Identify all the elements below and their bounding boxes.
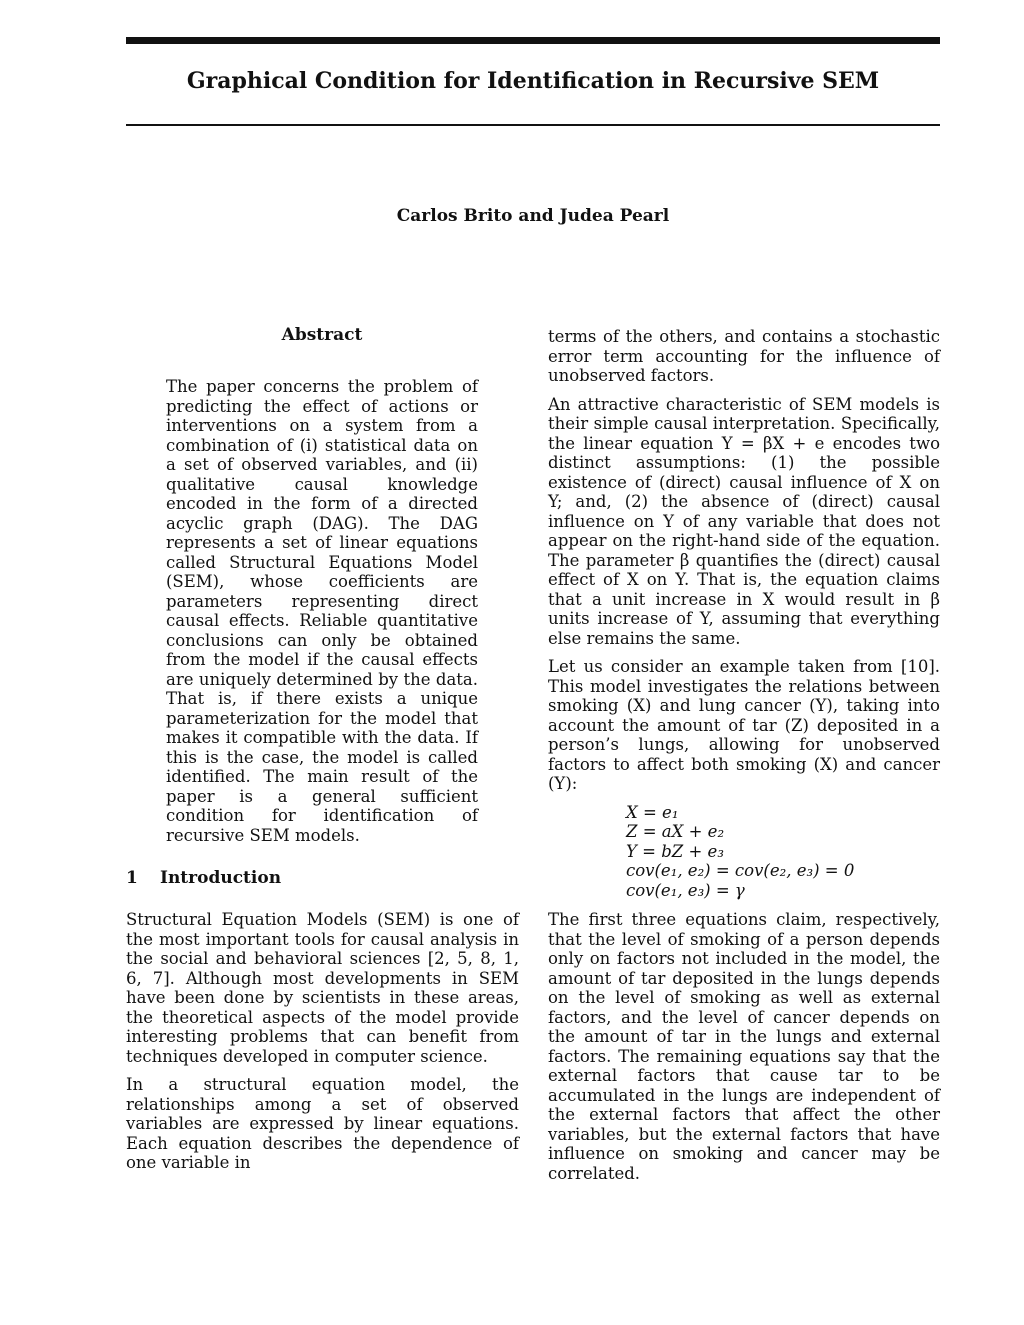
abstract-heading: Abstract	[281, 325, 363, 345]
equation-line: cov(e₁, e₃) = γ	[626, 880, 745, 900]
title-bottom-rule	[126, 124, 940, 126]
abstract-body	[166, 377, 478, 854]
equation-block	[626, 803, 940, 901]
intro-paragraph-1: Structural Equation Models (SEM) is one of the most important tools for causal analysis in the social and behavioral sciences [2, 5, 8, 1, 6, 7]. Although most developments in SEM have been done by scientists in these areas, the theoretical aspects of the model provide interesting problems that can benefit from techniques developed in computer science.	[126, 910, 519, 1066]
paper-authors: Carlos Brito and Judea Pearl	[396, 206, 670, 226]
equation-line: cov(e₁, e₂) = cov(e₂, e₃) = 0	[626, 861, 855, 880]
right-paragraph-1: terms of the others, and contains a stochastic error term accounting for the influence of unobserved factors.	[548, 327, 940, 385]
right-paragraph-3: Let us consider an example taken from [10]. This model investigates the relations between smoking (X) and lung cancer (Y), taking into account the amount of tar (Z) deposited in a person’s lungs, allowing for unobserved factors to affect both smoking (X) and cancer (Y):	[548, 657, 940, 793]
section-title: Introduction	[160, 868, 282, 888]
equation-line: Z = aX + e₂	[626, 822, 725, 841]
introduction-body	[126, 910, 519, 1182]
intro-paragraph-2: In a structural equation model, the relationships among a set of observed variables are expressed by linear equations. Each equation describes the dependence of one variable in	[126, 1075, 519, 1172]
title-top-rule	[126, 37, 940, 44]
paper-title: Graphical Condition for Identification in Recursive SEM	[186, 68, 880, 94]
section-heading-introduction	[126, 868, 281, 888]
right-column	[548, 327, 940, 1192]
section-number: 1	[126, 868, 138, 888]
equation-line: Y = bZ + e₃	[626, 841, 724, 861]
equation-line: X = e₁	[626, 802, 679, 822]
abstract-paragraph: The paper concerns the problem of predicting the effect of actions or interventions on a system from a combination of (i) statistical data on a set of observed variables, and (ii) qualitative causal knowledge encoded in the form of a directed acyclic graph (DAG). The DAG represents a set of linear equations called Structural Equations Model (SEM), whose coefficients are parameters representing direct causal effects. Reliable quantitative conclusions can only be obtained from the model if the causal effects are uniquely determined by the data. That is, if there exists a unique parameterization for the model that makes it compatible with the data. If this is the case, the model is called identified. The main result of the paper is a general sufficient condition for identification of recursive SEM models.	[166, 377, 478, 845]
right-paragraph-4: The first three equations claim, respectively, that the level of smoking of a person depends only on factors not included in the model, the amount of tar deposited in the lungs depends on the level of smoking as well as external factors, and the level of cancer depends on the amount of tar in the lungs and external factors. The remaining equations say that the external factors that cause tar to be accumulated in the lungs are independent of the external factors that affect the other variables, but the external factors that have influence on smoking and cancer may be correlated.	[548, 910, 940, 1183]
right-paragraph-2: An attractive characteristic of SEM models is their simple causal interpretation. Specifically, the linear equation Y = βX + e encodes two distinct assumptions: (1) the possible existence of (direct) causal influence of X on Y; and, (2) the absence of (direct) causal influence on Y of any variable that does not appear on the right-hand side of the equation. The parameter β quantifies the (direct) causal effect of X on Y. That is, the equation claims that a unit increase in X would result in β units increase of Y, assuming that everything else remains the same.	[548, 394, 940, 648]
